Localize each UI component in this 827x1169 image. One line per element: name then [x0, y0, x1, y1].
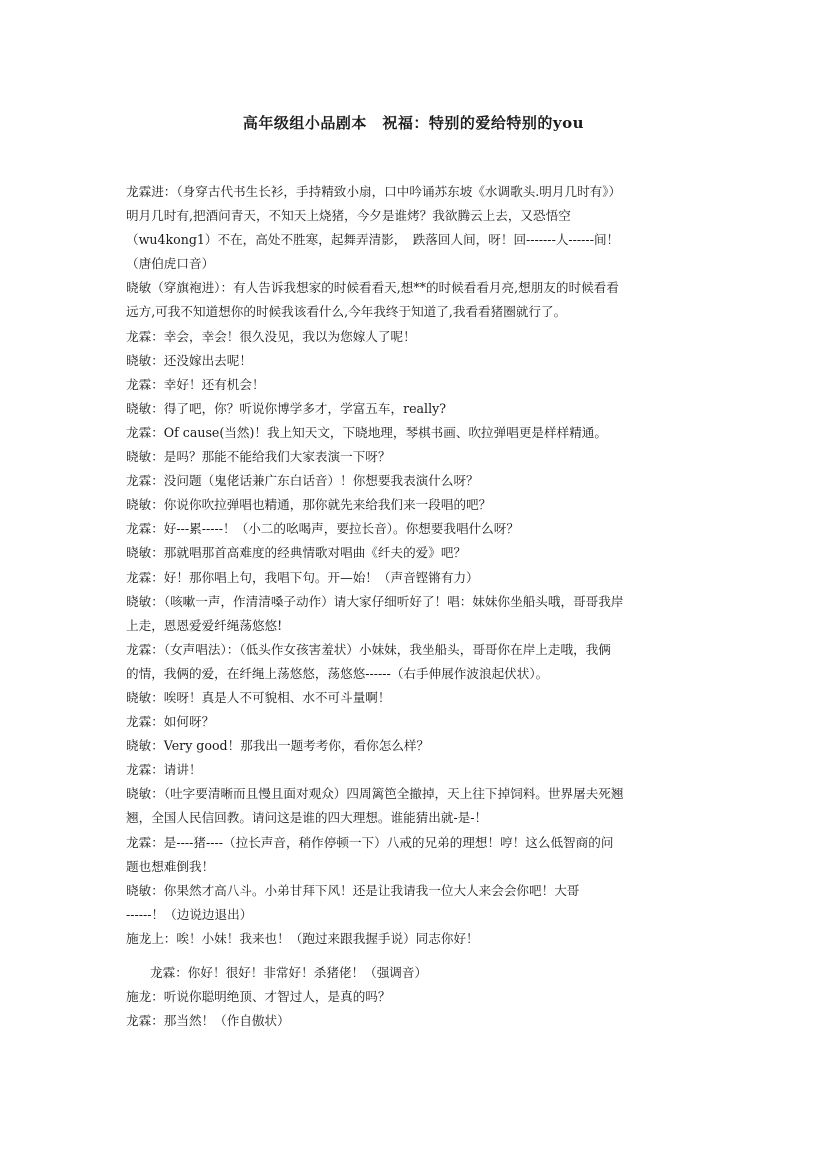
script-line: 龙霖：如何呀？ [126, 714, 215, 730]
script-line: 龙霖：好---累-----！（小二的吆喝声，要拉长音）。你想要我唱什么呀？ [126, 521, 519, 537]
script-line: 龙霖：没问题（鬼佬话兼广东白话音）！你想要我表演什么呀？ [126, 473, 479, 489]
script-line: 施龙：听说你聪明绝顶、才智过人，是真的吗？ [126, 989, 391, 1005]
script-line: 龙霖：是----猪----（拉长声音，稍作停顿一下）八戒的兄弟的理想！哼！这么低智商的问 [126, 834, 614, 850]
script-line: 上走，恩恩爱爱纤绳荡悠悠! [126, 617, 283, 633]
script-line: 晓敏：（吐字要清晰而且慢且面对观众）四周篱笆全撤掉，天上往下掉饲料。世界屠夫死翘 [126, 786, 624, 802]
script-line: （唐伯虎口音） [126, 256, 215, 272]
script-line: 明月几时有,把酒问青天，不知天上烧猪，今夕是谁烤？我欲腾云上去，又恐悟空 [126, 208, 571, 224]
script-line: 晓敏：（咳嗽一声，作清清嗓子动作）请大家仔细听好了！唱：妹妹你坐船头哦，哥哥我岸 [126, 593, 624, 609]
script-line: 龙霖：你好！很好！非常好！杀猪佬！（强调音） [150, 965, 428, 980]
script-line: 晓敏：你说你吹拉弹唱也精通，那你就先来给我们来一段唱的吧？ [126, 497, 492, 513]
script-line: 龙霖进：（身穿古代书生长衫，手持精致小扇，口中吟诵苏东坡《水调歌头.明月几时有》） [126, 184, 622, 199]
script-line: 晓敏：唉呀！真是人不可貌相、水不可斗量啊！ [126, 689, 391, 705]
script-line: 施龙上：唉！小妹！我来也！（跑过来跟我握手说）同志你好！ [126, 930, 479, 946]
script-line: 晓敏：你果然才高八斗。小弟甘拜下风！还是让我请我一位大人来会会你吧！大哥 [126, 882, 580, 898]
script-line: 龙霖：那当然！（作自傲状） [126, 1013, 290, 1029]
script-body [126, 180, 706, 1033]
script-line: 龙霖：幸会，幸会！很久没见，我以为您嫁人了呢！ [126, 328, 416, 344]
script-line: 晓敏（穿旗袍进）：有人告诉我想家的时候看看天,想**的时候看看月亮,想朋友的时候看看 [126, 280, 619, 296]
script-line: 晓敏：得了吧，你？听说你博学多才，学富五车，really? [126, 400, 446, 416]
script-line: 晓敏：那就唱那首高难度的经典情歌对唱曲《纤夫的爱》吧？ [126, 545, 467, 561]
script-line: 翘，全国人民信回教。请问这是谁的四大理想。谁能猜出就-是-！ [126, 810, 488, 826]
script-line: 龙霖：请讲！ [126, 762, 202, 778]
script-line: 题也想难倒我！ [126, 858, 215, 874]
script-line: （wu4kong1）不在，高处不胜寒，起舞弄清影， 跌落回人间，呀！回-------人------间！ [126, 232, 620, 248]
script-line: 晓敏：是吗？那能不能给我们大家表演一下呀？ [126, 449, 391, 465]
script-line: 龙霖：（女声唱法）：（低头作女孩害羞状）小妹妹，我坐船头，哥哥你在岸上走哦，我俩 [126, 641, 611, 657]
script-line: 晓敏：还没嫁出去呢！ [126, 352, 252, 368]
script-line: 远方,可我不知道想你的时候我该看什么,今年我终于知道了,我看看猪圈就行了。 [126, 304, 567, 320]
script-line: 晓敏：Very good！那我出一题考考你，看你怎么样？ [126, 738, 430, 754]
script-line: 龙霖：Of cause(当然)！我上知天文，下晓地理，琴棋书画、吹拉弹唱更是样样精通。 [126, 424, 607, 440]
script-line: 龙霖：幸好！还有机会！ [126, 376, 265, 392]
document-title: 高年级组小品剧本 祝福：特别的爱给特别的you [242, 114, 585, 132]
script-line: 龙霖：好！那你唱上句，我唱下句。开—始！（声音铿锵有力） [126, 569, 479, 585]
script-line: 的情，我俩的爱，在纤绳上荡悠悠，荡悠悠------（右手伸展作波浪起伏状）。 [126, 665, 549, 681]
script-line: ------！（边说边退出） [126, 906, 253, 922]
